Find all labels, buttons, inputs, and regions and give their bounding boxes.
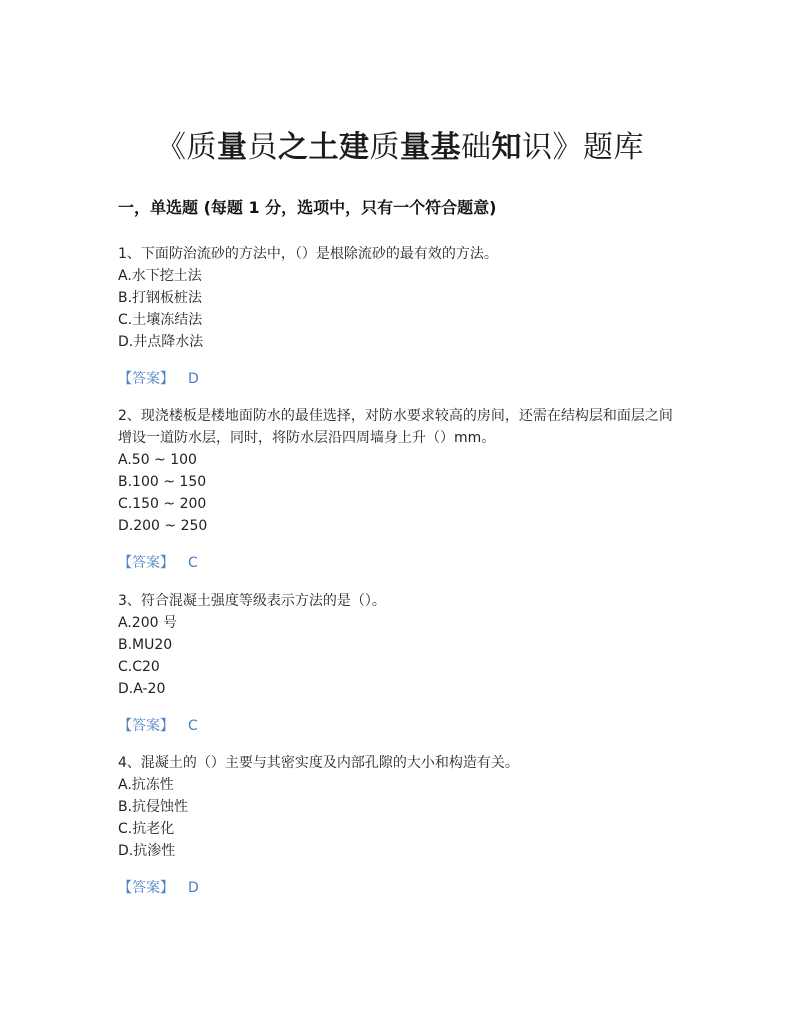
option-b: B.打钢板桩法 xyxy=(118,290,203,306)
question-3 xyxy=(118,590,683,737)
option-c: C.抗老化 xyxy=(118,821,175,837)
title-segment: 质 xyxy=(369,130,400,166)
title-segment: 础 xyxy=(461,130,492,166)
option-a: A.50 ~ 100 xyxy=(118,452,197,468)
option-a: A.200 号 xyxy=(118,615,177,631)
answer-label: 【答案】 xyxy=(118,880,174,896)
title-segment: 《质 xyxy=(156,130,217,166)
answer-label: 【答案】 xyxy=(118,718,174,734)
question-stem: 4、混凝土的（）主要与其密实度及内部孔隙的大小和构造有关。 xyxy=(118,755,519,771)
answer-value: D xyxy=(188,371,199,387)
option-c: C.土壤冻结法 xyxy=(118,312,203,328)
section-heading: 一，单选题 (每题 1 分，选项中，只有一个符合题意) xyxy=(118,198,497,217)
option-b: B.MU20 xyxy=(118,637,173,653)
option-d: D.200 ~ 250 xyxy=(118,518,208,534)
answer-value: D xyxy=(188,880,199,896)
option-a: A.水下挖土法 xyxy=(118,268,202,284)
title-segment: 知 xyxy=(491,130,522,166)
question-4 xyxy=(118,752,683,899)
answer-label: 【答案】 xyxy=(118,371,174,387)
title-segment: 量基 xyxy=(400,130,461,166)
answer-line xyxy=(118,715,683,737)
answer-value: C xyxy=(188,718,198,734)
title-segment: 之土建 xyxy=(278,130,370,166)
answer-label: 【答案】 xyxy=(118,555,174,571)
title-segment: 员 xyxy=(247,130,278,166)
option-a: A.抗冻性 xyxy=(118,777,174,793)
answer-line xyxy=(118,552,683,574)
option-b: B.抗侵蚀性 xyxy=(118,799,189,815)
answer-line xyxy=(118,368,683,390)
option-c: C.150 ~ 200 xyxy=(118,496,207,512)
option-d: D.抗渗性 xyxy=(118,843,176,859)
question-stem: 1、下面防治流砂的方法中，（）是根除流砂的最有效的方法。 xyxy=(118,246,498,262)
title-segment: 识》题库 xyxy=(522,130,644,166)
answer-line xyxy=(118,877,683,899)
question-2 xyxy=(118,405,683,574)
question-stem: 2、现浇楼板是楼地面防水的最佳选择，对防水要求较高的房间，还需在结构层和面层之间增设一道防水层，同时，将防水层沿四周墙身上升（）mm。 xyxy=(118,408,673,446)
option-d: D.A-20 xyxy=(118,681,166,697)
option-b: B.100 ~ 150 xyxy=(118,474,207,490)
question-1 xyxy=(118,243,683,390)
option-d: D.井点降水法 xyxy=(118,334,204,350)
option-c: C.C20 xyxy=(118,659,160,675)
document-title xyxy=(0,124,800,172)
question-stem: 3、符合混凝土强度等级表示方法的是（）。 xyxy=(118,593,386,609)
title-segment: 量 xyxy=(217,130,248,166)
answer-value: C xyxy=(188,555,198,571)
